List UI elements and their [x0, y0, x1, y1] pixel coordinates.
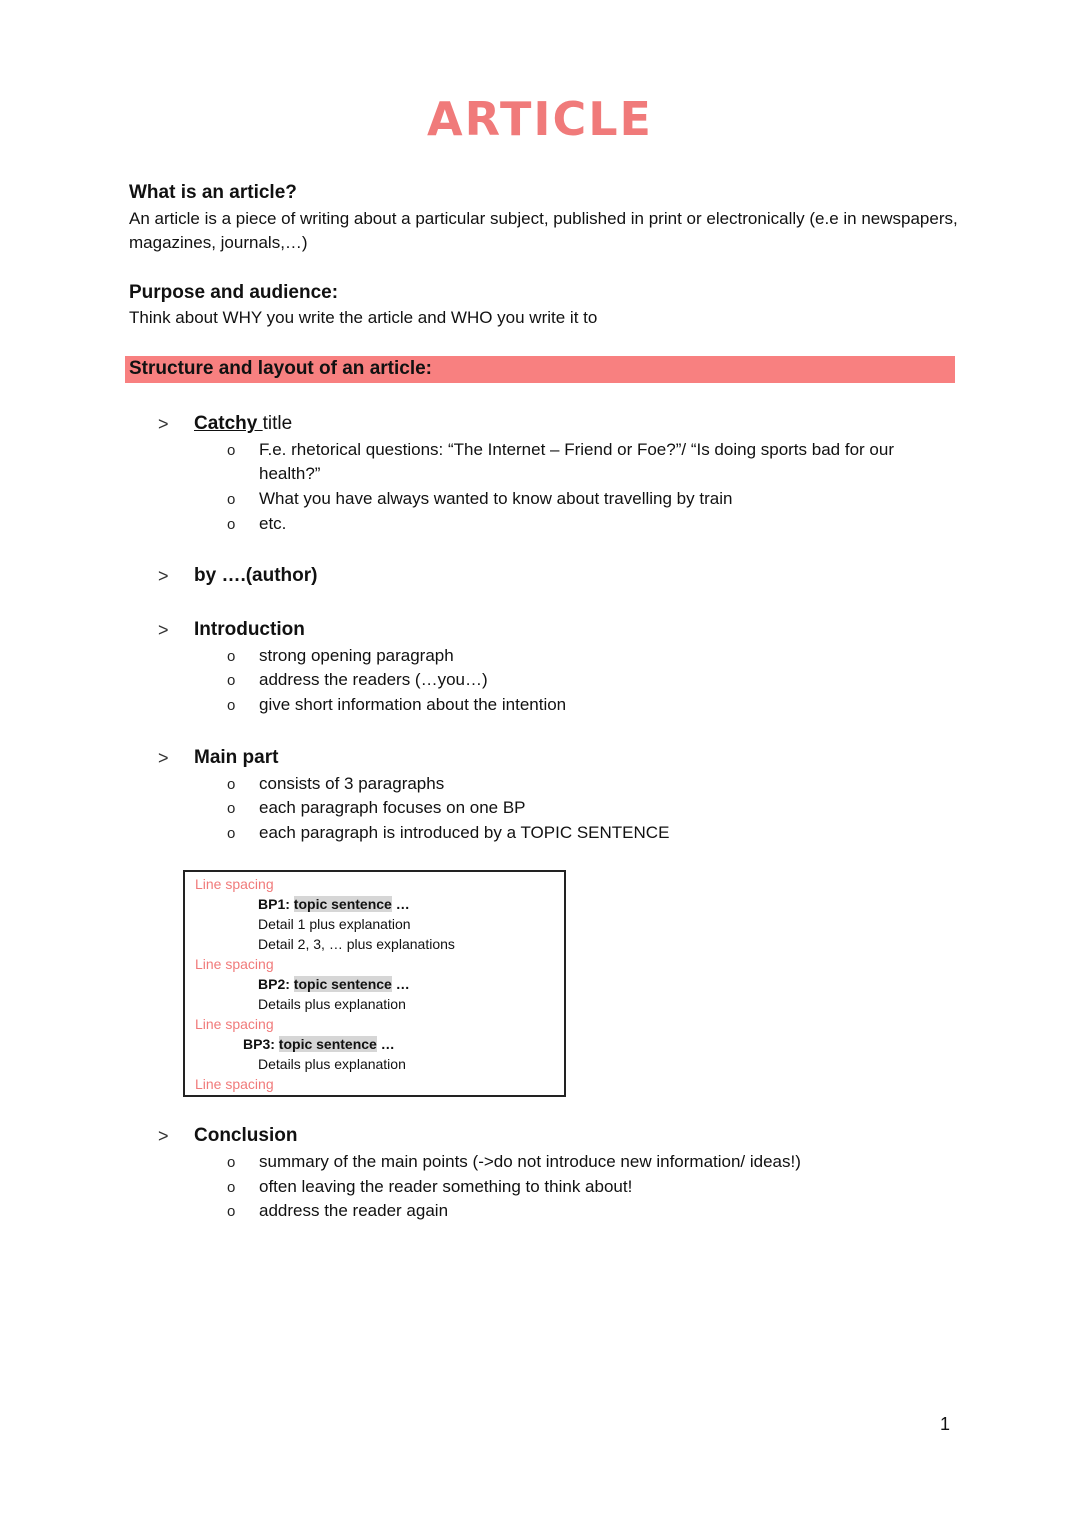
conclusion-bullet: address the reader again [259, 1201, 449, 1220]
bp1-detail: Detail 2, 3, … plus explanations [258, 936, 455, 952]
catchy-title-heading [194, 413, 292, 435]
bullet-icon: o [227, 491, 236, 508]
line-spacing-label: Line spacing [195, 1076, 274, 1092]
paragraph-structure-box [183, 870, 566, 1097]
main-part-bullet: each paragraph focuses on one BP [259, 798, 526, 817]
conclusion-bullet: summary of the main points (->do not introduce new information/ ideas!) [259, 1152, 801, 1171]
purpose-text: Think about WHY you write the article and WHO you write it to [129, 308, 598, 327]
arrow-icon: > [158, 1126, 169, 1146]
page-number: 1 [940, 1414, 951, 1434]
bp2-detail: Details plus explanation [258, 996, 406, 1012]
arrow-icon: > [158, 748, 169, 768]
catchy-bullet: What you have always wanted to know about travelling by train [259, 489, 733, 508]
bp3-detail: Details plus explanation [258, 1056, 406, 1072]
arrow-icon: > [158, 566, 169, 586]
topic-sentence-highlight: topic sentence [278, 1036, 377, 1052]
bullet-icon: o [227, 1154, 236, 1171]
bp3-label: BP3: [243, 1036, 275, 1052]
line-spacing-label: Line spacing [195, 1016, 274, 1032]
introduction-bullet: strong opening paragraph [259, 646, 454, 665]
bullet-icon: o [227, 516, 236, 533]
line-spacing-label: Line spacing [195, 956, 274, 972]
catchy-bullet: F.e. rhetorical questions: “The Internet – Friend or Foe?”/ “Is doing sports bad for our health?” [259, 440, 894, 483]
bp3-ellipsis: … [380, 1036, 395, 1052]
bp1-ellipsis: … [395, 896, 410, 912]
bp2-label: BP2: [258, 976, 290, 992]
what-heading: What is an article? [129, 182, 297, 203]
structure-heading-band [125, 356, 955, 383]
arrow-icon: > [158, 620, 169, 640]
page-title: ARTICLE [427, 92, 653, 146]
structure-heading: Structure and layout of an article: [129, 358, 432, 379]
bp2-ellipsis: … [395, 976, 410, 992]
main-part-bullet: each paragraph is introduced by a TOPIC SENTENCE [259, 823, 670, 842]
bullet-icon: o [227, 800, 236, 817]
bp2-line [258, 976, 410, 992]
introduction-heading: Introduction [194, 619, 305, 640]
purpose-heading: Purpose and audience: [129, 282, 339, 303]
topic-sentence-highlight: topic sentence [293, 896, 392, 912]
catchy-label-rest: title [262, 413, 293, 434]
bp1-detail: Detail 1 plus explanation [258, 916, 411, 932]
catchy-label: Catchy [194, 413, 263, 434]
conclusion-heading: Conclusion [194, 1125, 298, 1146]
main-part-bullet: consists of 3 paragraphs [259, 774, 445, 793]
bullet-icon: o [227, 442, 236, 459]
main-part-heading: Main part [194, 747, 279, 768]
arrow-icon: > [158, 414, 169, 434]
bullet-icon: o [227, 1203, 236, 1220]
what-text: An article is a piece of writing about a particular subject, published in print or electronically (e.e in newspapers, magazines, journals,…) [129, 209, 958, 252]
bullet-icon: o [227, 825, 236, 842]
bp3-line [243, 1036, 395, 1052]
bullet-icon: o [227, 648, 236, 665]
catchy-bullet: etc. [259, 514, 287, 533]
introduction-bullet: give short information about the intention [259, 695, 567, 714]
author-heading: by ….(author) [194, 565, 318, 586]
bullet-icon: o [227, 776, 236, 793]
bp1-line [258, 896, 410, 912]
bp1-label: BP1: [258, 896, 290, 912]
introduction-bullet: address the readers (…you…) [259, 670, 488, 689]
line-spacing-label: Line spacing [195, 876, 274, 892]
bullet-icon: o [227, 672, 236, 689]
bullet-icon: o [227, 697, 236, 714]
bullet-icon: o [227, 1179, 236, 1196]
conclusion-bullet: often leaving the reader something to think about! [259, 1177, 633, 1196]
topic-sentence-highlight: topic sentence [293, 976, 392, 992]
